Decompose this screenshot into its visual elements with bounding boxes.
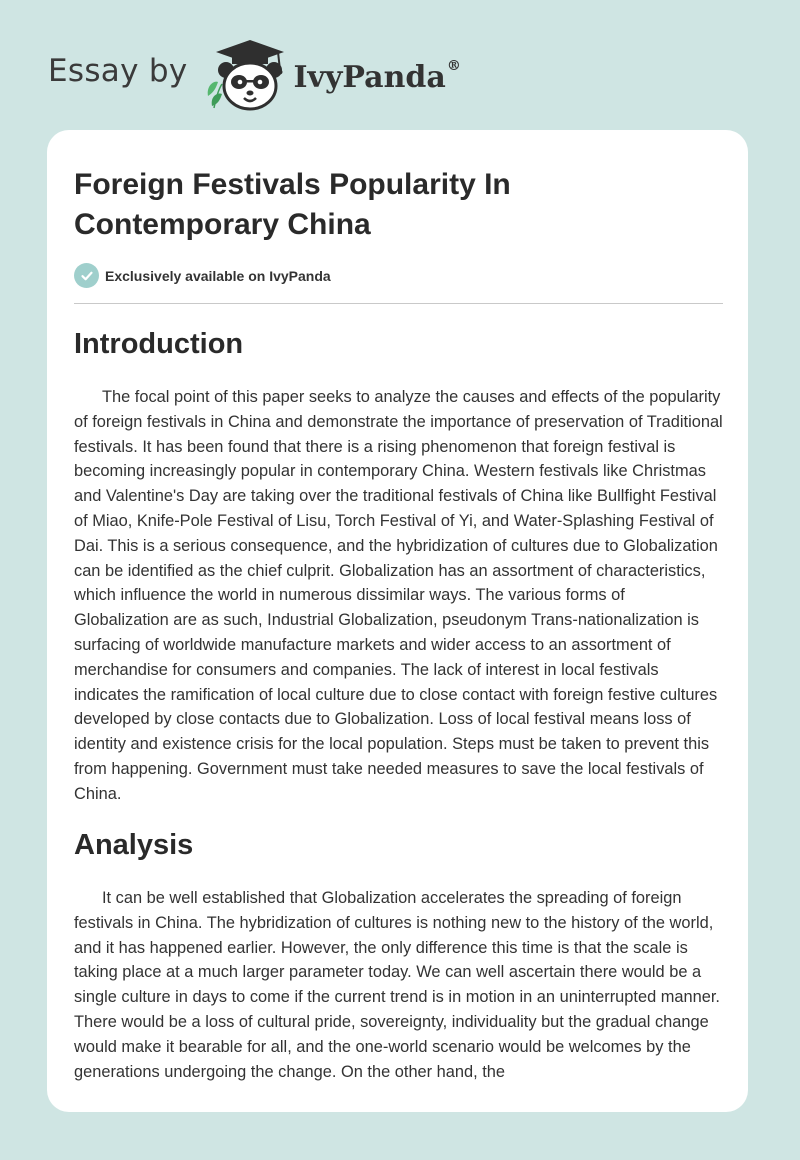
logo-prefix: Essay by — [48, 53, 188, 89]
section-body-introduction: The focal point of this paper seeks to analyze the causes and effects of the popularity of foreign festivals in China and demonstrate the importance of preservation of Traditional festivals. It has been found that there is a rising phenomenon that foreign festival is becoming increasingly popular in contemporary China. Western festivals like Christmas and Valentine's Day are taking over the traditional festivals of China like Bullfight Festival of Miao, Knife-Pole Festival of Lisu, Torch Festival of Yi, and Water-Splashing Festival of Dai. This is a serious consequence, and the hybridization of cultures due to Globalization can be identified as the chief culprit. Globalization has an assortment of characteristics, which influence the world in numerous dissimilar ways. The various forms of Globalization are as such, Industrial Globalization, pseudonym Trans-nationalization is surfacing of worldwide manufacture markets and wider access to an assortment of merchandise for consumers and companies. The lack of interest in local festivals indicates the ramification of local culture due to close contact with foreign festive cultures developed by close contacts due to Globalization. Loss of local festival means loss of identity and existence crisis for the local population. Steps must be taken to prevent this from happening. Government must take needed measures to save the local festivals of China. — [74, 388, 723, 803]
essay-card — [47, 130, 748, 1112]
badge-label: Exclusively available on IvyPanda — [105, 267, 331, 284]
title-divider — [74, 303, 723, 304]
exclusive-badge — [74, 263, 331, 288]
registered-mark: ® — [446, 57, 461, 74]
site-header — [0, 0, 800, 130]
check-circle-icon — [74, 263, 99, 288]
brand-name-text: IvyPanda — [293, 59, 446, 95]
section-heading-introduction: Introduction — [74, 328, 244, 360]
section-body-analysis: It can be well established that Globalization accelerates the spreading of foreign festivals in China. The hybridization of cultures is nothing new to the history of the world, and it has happened earlier. However, the only difference this time is that the scale is taking place at a much larger parameter today. We can well ascertain there would be a single culture in days to come if the current trend is in motion in an uninterrupted manner. There would be a loss of cultural pride, sovereignty, individuality but the gradual change would make it bearable for all, and the one-world scenario would be welcomes by the generations undergoing the change. On the other hand, the — [74, 889, 720, 1081]
logo-brand-name — [293, 57, 461, 95]
section-heading-analysis: Analysis — [74, 829, 194, 861]
ivypanda-logo[interactable] — [48, 34, 461, 114]
page-title: Foreign Festivals Popularity In Contemporary China — [74, 168, 511, 241]
panda-graduate-icon — [204, 36, 288, 112]
